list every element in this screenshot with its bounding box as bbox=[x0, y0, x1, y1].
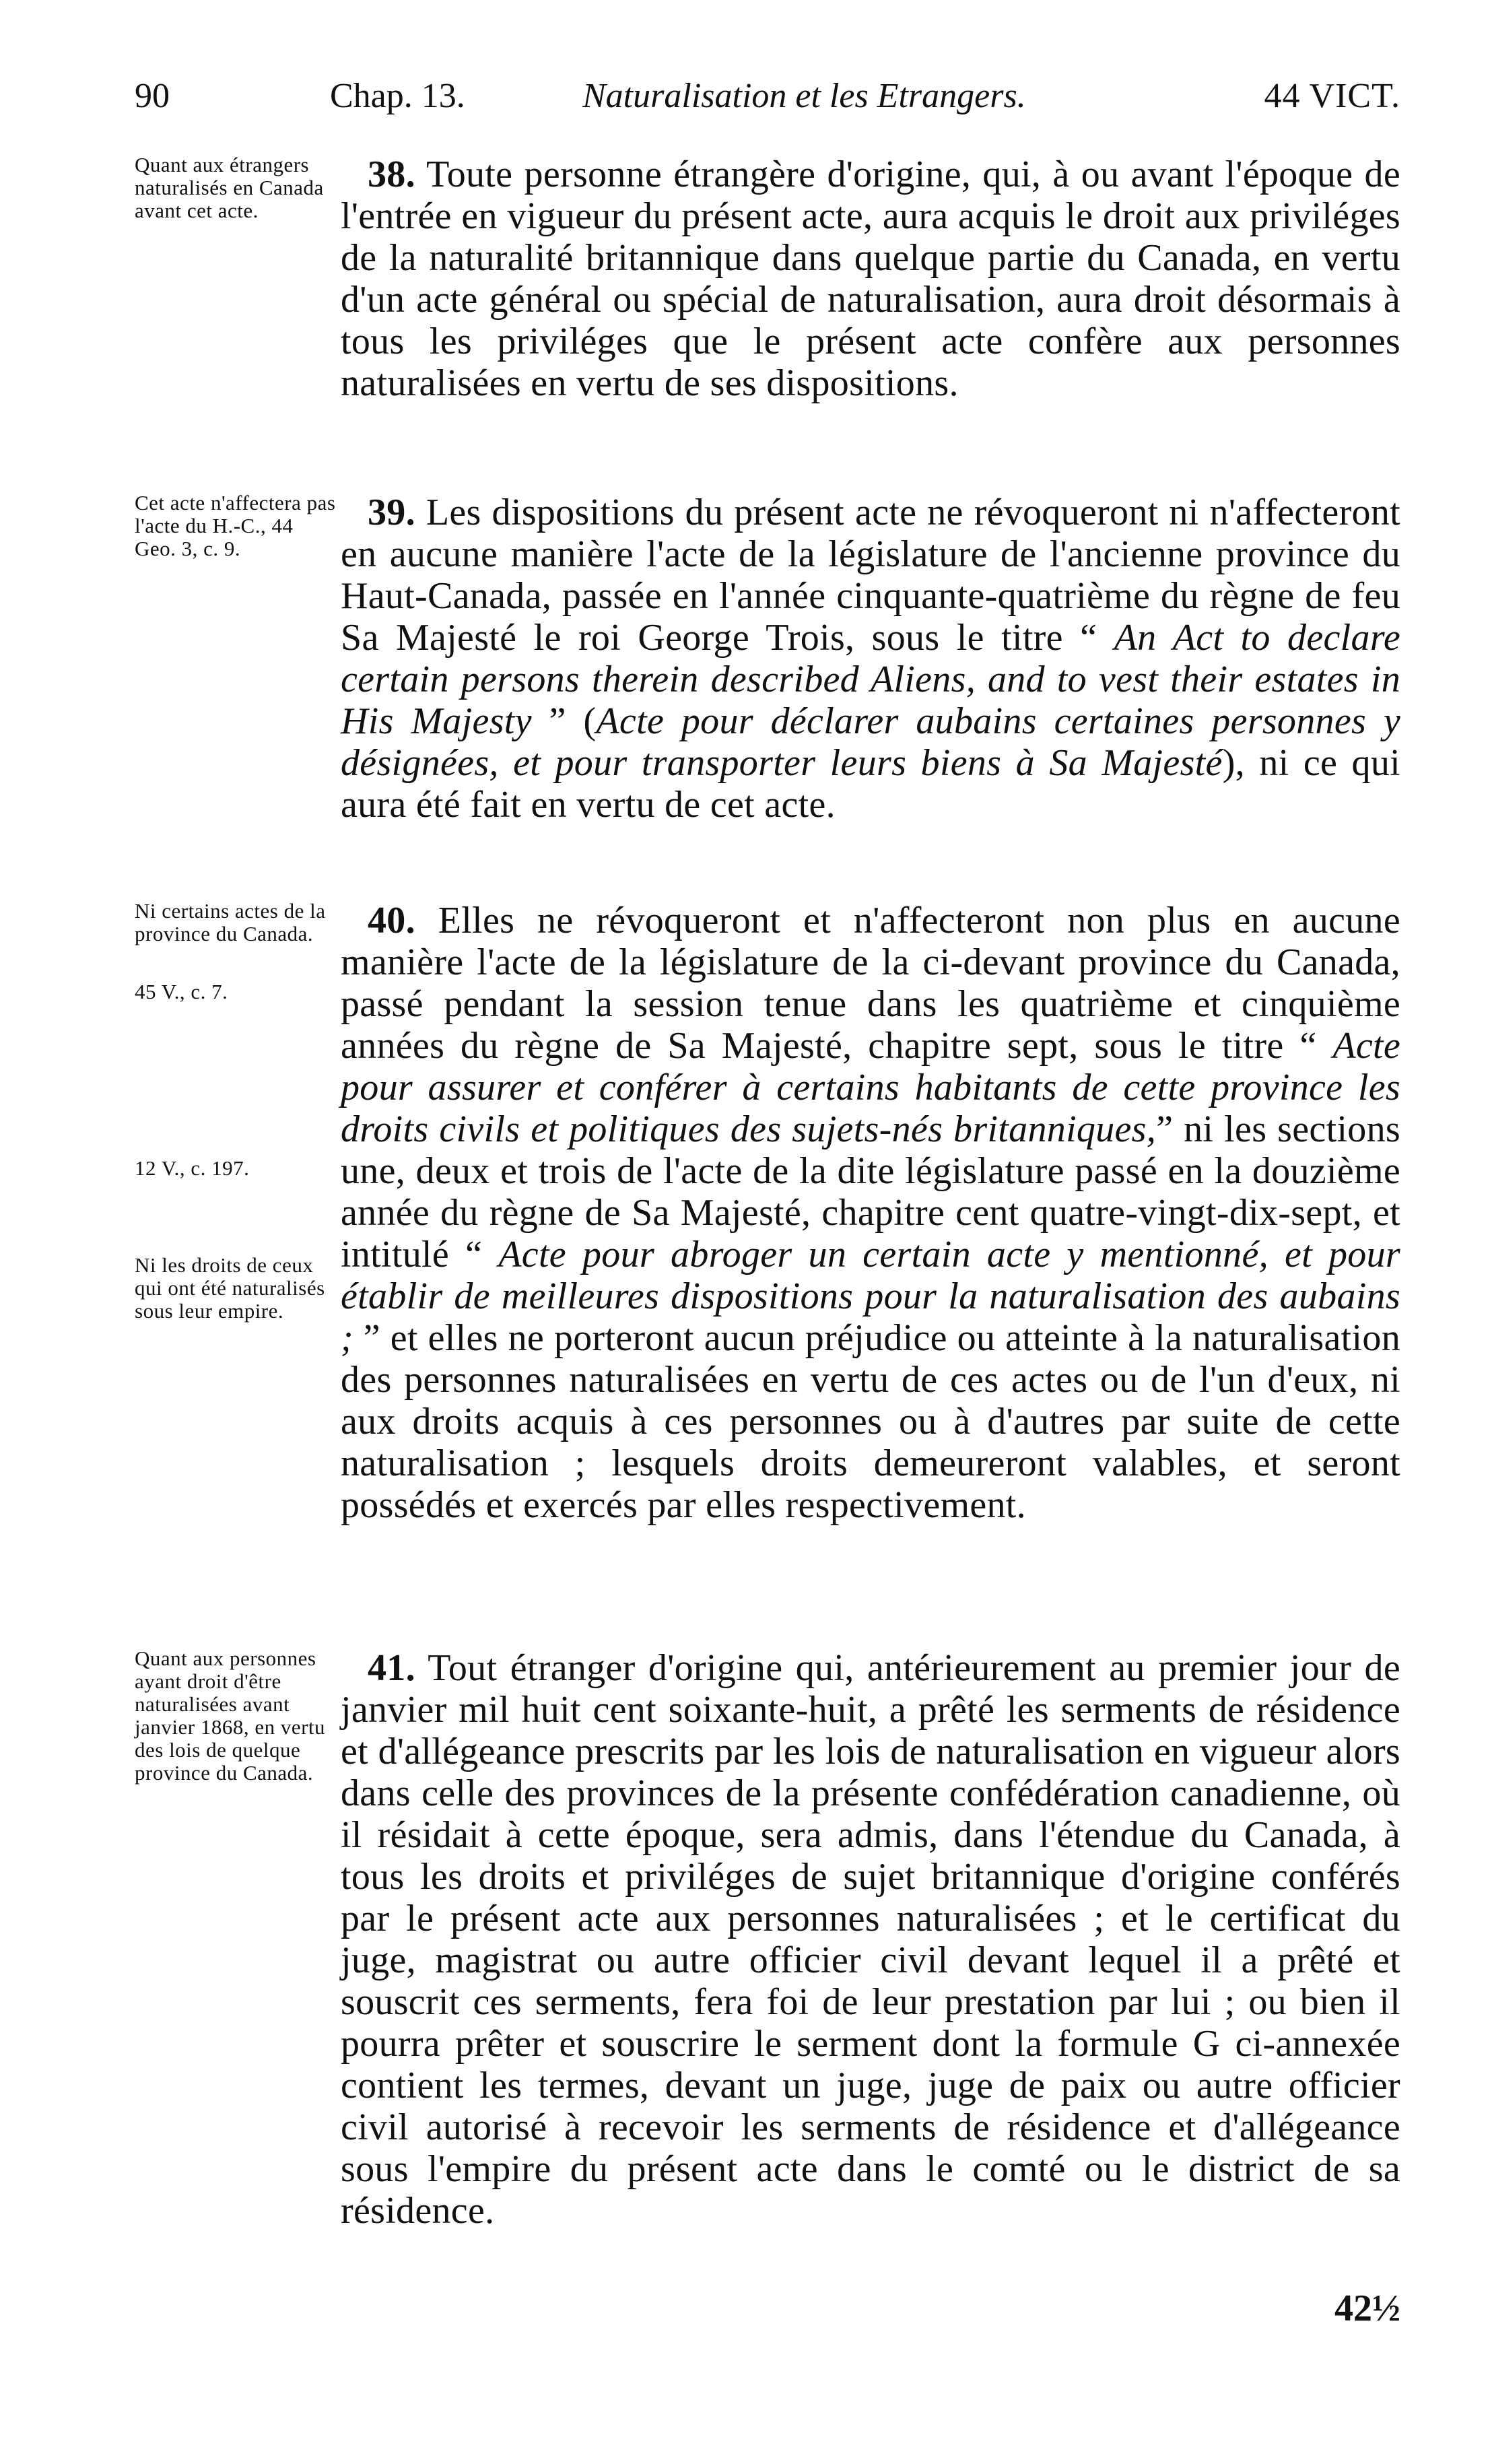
running-title: Naturalisation et les Etrangers. bbox=[582, 77, 1026, 115]
margin-note: Ni certains actes de la province du Canada. bbox=[135, 899, 326, 945]
section-text: ” ni les sections une, deux et trois de l'acte de la dite législature passé en la douzième année du règne de Sa Majesté, chapitre cent quatre-vingt-dix-sept, et intitulé “ bbox=[341, 1108, 1400, 1275]
section-number: 40. bbox=[368, 900, 415, 941]
section-number: 38. bbox=[368, 154, 415, 195]
section-body bbox=[341, 1647, 1400, 2232]
margin-note: Ni les droits de ceux qui ont été naturalisés sous leur empire. bbox=[135, 1253, 325, 1323]
reign-label: 44 VICT. bbox=[1264, 77, 1400, 115]
signature-mark: 42½ bbox=[1334, 2288, 1400, 2329]
margin-note: Quant aux étrangers naturalisés en Canada avant cet acte. bbox=[135, 153, 324, 222]
section-number: 39. bbox=[368, 492, 415, 533]
section-text: Tout étranger d'origine qui, antérieurement au premier jour de janvier mil huit cent soixante-huit, a prêté les serments de résidence et d'allégeance prescrits par les lois de naturalisation en vigueur alors dans celle des provinces de la présente confédération canadienne, où il résidait à cette époque, sera admis, dans l'étendue du Canada, à tous les droits et priviléges de sujet britannique d'origine conférés par le présent acte aux personnes naturalisées ; et le certificat du juge, magistrat ou autre officier civil devant lequel il a prêté et souscrit ces serments, fera foi de leur prestation par lui ; ou bien il pourra prêter et souscrire le serment dont la formule G ci-annexée contient les termes, devant un juge, juge de paix ou autre officier civil autorisé à recevoir les serments de résidence et d'allégeance sous l'empire du présent acte dans le comté ou le district de sa résidence. bbox=[341, 1647, 1400, 2232]
margin-notes bbox=[135, 1647, 337, 1794]
section-text: Toute personne étrangère d'origine, qui, à ou avant l'époque de l'entrée en vigueur du présent acte, aura acquis le droit aux priviléges de la naturalité britannique dans quelque partie du Canada, en vertu d'un acte général ou spécial de naturalisation, aura droit désormais à tous les priviléges que le présent acte confère aux personnes naturalisées en vertu de ses dispositions. bbox=[341, 154, 1400, 404]
margin-note: Quant aux personnes ayant droit d'être naturalisées avant janvier 1868, en vertu des lois de quelque province du Canada. bbox=[135, 1646, 326, 1785]
chapter-label: Chap. 13. bbox=[330, 77, 465, 115]
margin-note: 45 V., c. 7. bbox=[135, 980, 228, 1003]
margin-note: Cet acte n'affectera pas l'acte du H.-C., 44 Geo. 3, c. 9. bbox=[135, 491, 336, 560]
margin-notes bbox=[135, 900, 337, 1332]
act-title-2: Acte pour abroger un certain acte y mentionné, et pour établir de meilleures dispositions pour la naturalisation des aubains ; bbox=[341, 1234, 1400, 1359]
section-text: Elles ne révoqueront et n'affecteront non plus en aucune manière l'acte de la législature de la ci-devant province du Canada, passé pendant la session tenue dans les quatrième et cinquième années du règne de Sa Majesté, chapitre sept, sous le titre “ bbox=[341, 900, 1400, 1067]
running-header bbox=[135, 66, 1400, 127]
act-title-french: Acte pour déclarer aubains certaines personnes y désignées, et pour transporter leurs biens à Sa Majesté bbox=[341, 700, 1400, 784]
section-text: ” ( bbox=[531, 700, 597, 742]
section-body bbox=[341, 492, 1400, 826]
margin-notes bbox=[135, 154, 337, 232]
act-title-english: An Act to declare certain persons therein described Aliens, and to vest their estates in His Majesty bbox=[341, 617, 1400, 742]
section-body bbox=[341, 900, 1400, 1526]
page-number: 90 bbox=[135, 77, 170, 115]
section-text: ” et elles ne porteront aucun préjudice ou atteinte à la naturalisation des personnes naturalisées en vertu de ces actes ou de l'un d'eux, ni aux droits acquis à ces personnes ou à d'autres par suite de cette naturalisation ; lesquels droits demeureront valables, et seront possédés et exercés par elles respectivement. bbox=[341, 1317, 1400, 1526]
act-title-1: Acte pour assurer et conférer à certains habitants de cette province les droits civils et politiques des sujets-nés britanniques, bbox=[341, 1025, 1400, 1150]
section-number: 41. bbox=[368, 1647, 415, 1689]
section-body bbox=[341, 154, 1400, 404]
margin-notes bbox=[135, 492, 337, 570]
margin-note: 12 V., c. 197. bbox=[135, 1156, 250, 1180]
section-text: Les dispositions du présent acte ne révoqueront ni n'affecteront en aucune manière l'acte de la législature de l'ancienne province du Haut-Canada, passée en l'année cinquante-quatrième du règne de feu Sa Majesté le roi George Trois, sous le titre “ bbox=[341, 492, 1400, 659]
section-text: ), ni ce qui aura été fait en vertu de cet acte. bbox=[341, 742, 1401, 826]
